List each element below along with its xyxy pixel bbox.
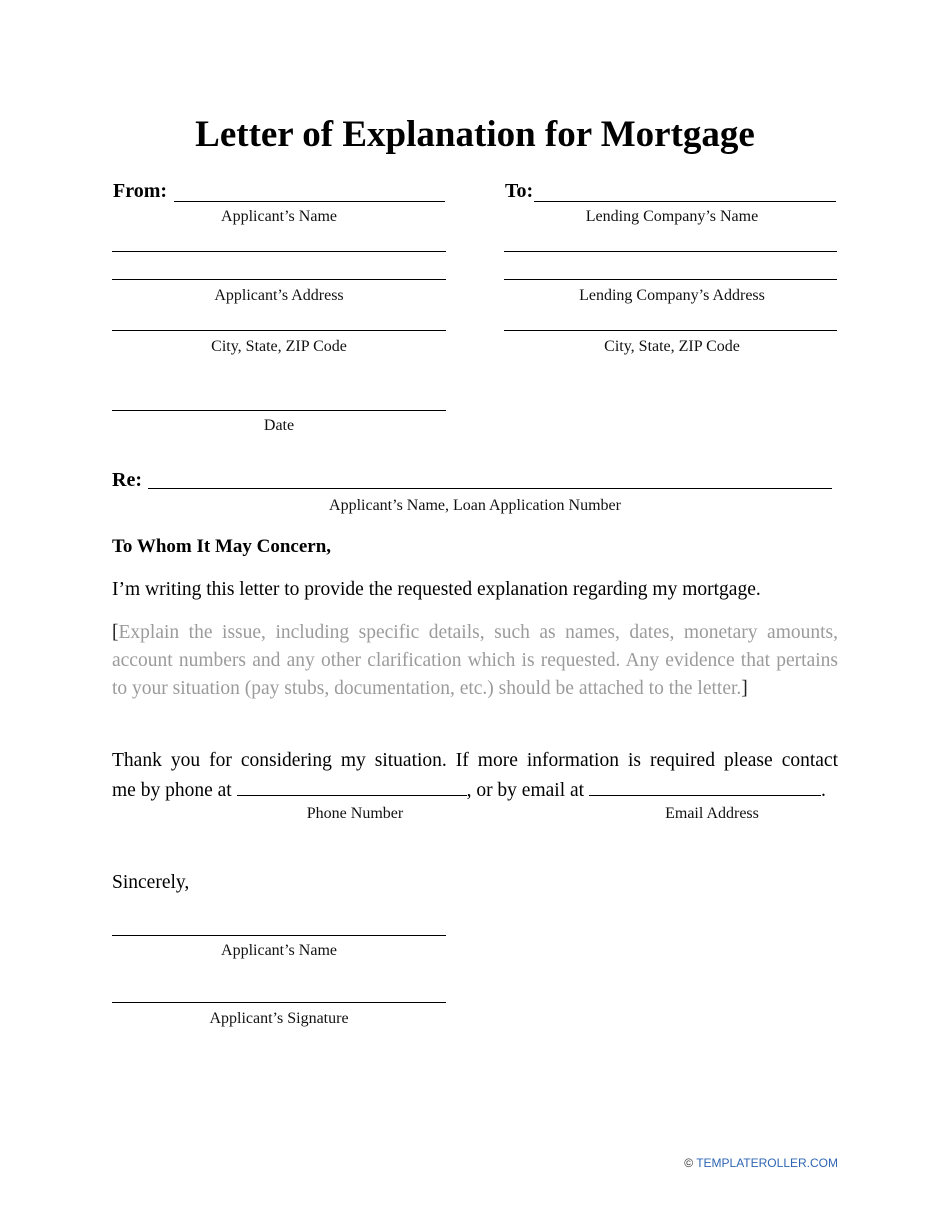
from-city-caption: City, State, ZIP Code (211, 338, 347, 355)
thanks-prefix: me by phone at (112, 780, 232, 801)
to-name-line[interactable] (534, 201, 836, 202)
placeholder-close-bracket: ] (741, 678, 748, 699)
copyright-symbol: © (684, 1156, 694, 1170)
placeholder-text: Explain the issue, including specific details, such as names, dates, monetary amounts, account numbers and any other clarification which is requested. Any evidence that pertains to your situation (pay stubs, documentation, etc.) should be attached to the letter. (112, 622, 838, 699)
to-name-caption: Lending Company’s Name (585, 208, 759, 225)
to-address-line-2[interactable] (504, 279, 837, 280)
to-label: To: (505, 180, 534, 202)
from-label: From: (113, 180, 168, 202)
signature-line[interactable] (112, 1002, 446, 1003)
footer-credit (684, 1155, 838, 1171)
date-line[interactable] (112, 410, 446, 411)
from-city-line[interactable] (112, 330, 446, 331)
to-address-line-1[interactable] (504, 251, 837, 252)
explanation-placeholder[interactable] (112, 619, 838, 703)
re-line[interactable] (148, 488, 832, 489)
from-address-line-1[interactable] (112, 251, 446, 252)
to-city-line[interactable] (504, 330, 837, 331)
placeholder-open-bracket: [ (112, 622, 119, 643)
intro-paragraph: I’m writing this letter to provide the requested explanation regarding my mortgage. (112, 579, 761, 600)
phone-blank[interactable] (237, 775, 467, 796)
phone-caption: Phone Number (306, 805, 404, 822)
thanks-middle: , or by email at (466, 780, 585, 801)
to-city-caption: City, State, ZIP Code (604, 338, 740, 355)
to-address-caption: Lending Company’s Address (579, 287, 765, 304)
from-address-line-2[interactable] (112, 279, 446, 280)
from-name-line[interactable] (174, 201, 445, 202)
closing-name-line[interactable] (112, 935, 446, 936)
re-caption: Applicant’s Name, Loan Application Number (329, 497, 621, 514)
signature-caption: Applicant’s Signature (209, 1010, 349, 1027)
email-caption: Email Address (665, 805, 759, 822)
document-title: Letter of Explanation for Mortgage (195, 114, 755, 155)
templateroller-link[interactable]: TEMPLATEROLLER.COM (696, 1156, 838, 1170)
valediction: Sincerely, (112, 872, 190, 893)
thanks-end: . (820, 780, 826, 801)
from-address-caption: Applicant’s Address (214, 287, 344, 304)
re-label: Re: (112, 469, 142, 491)
closing-name-caption: Applicant’s Name (221, 942, 337, 959)
salutation: To Whom It May Concern, (112, 536, 332, 557)
thanks-line-1: Thank you for considering my situation. If more information is required please contact (112, 750, 838, 771)
thanks-line-2 (112, 775, 838, 805)
from-name-caption: Applicant’s Name (221, 208, 337, 225)
date-caption: Date (263, 417, 295, 434)
email-blank[interactable] (589, 775, 821, 796)
